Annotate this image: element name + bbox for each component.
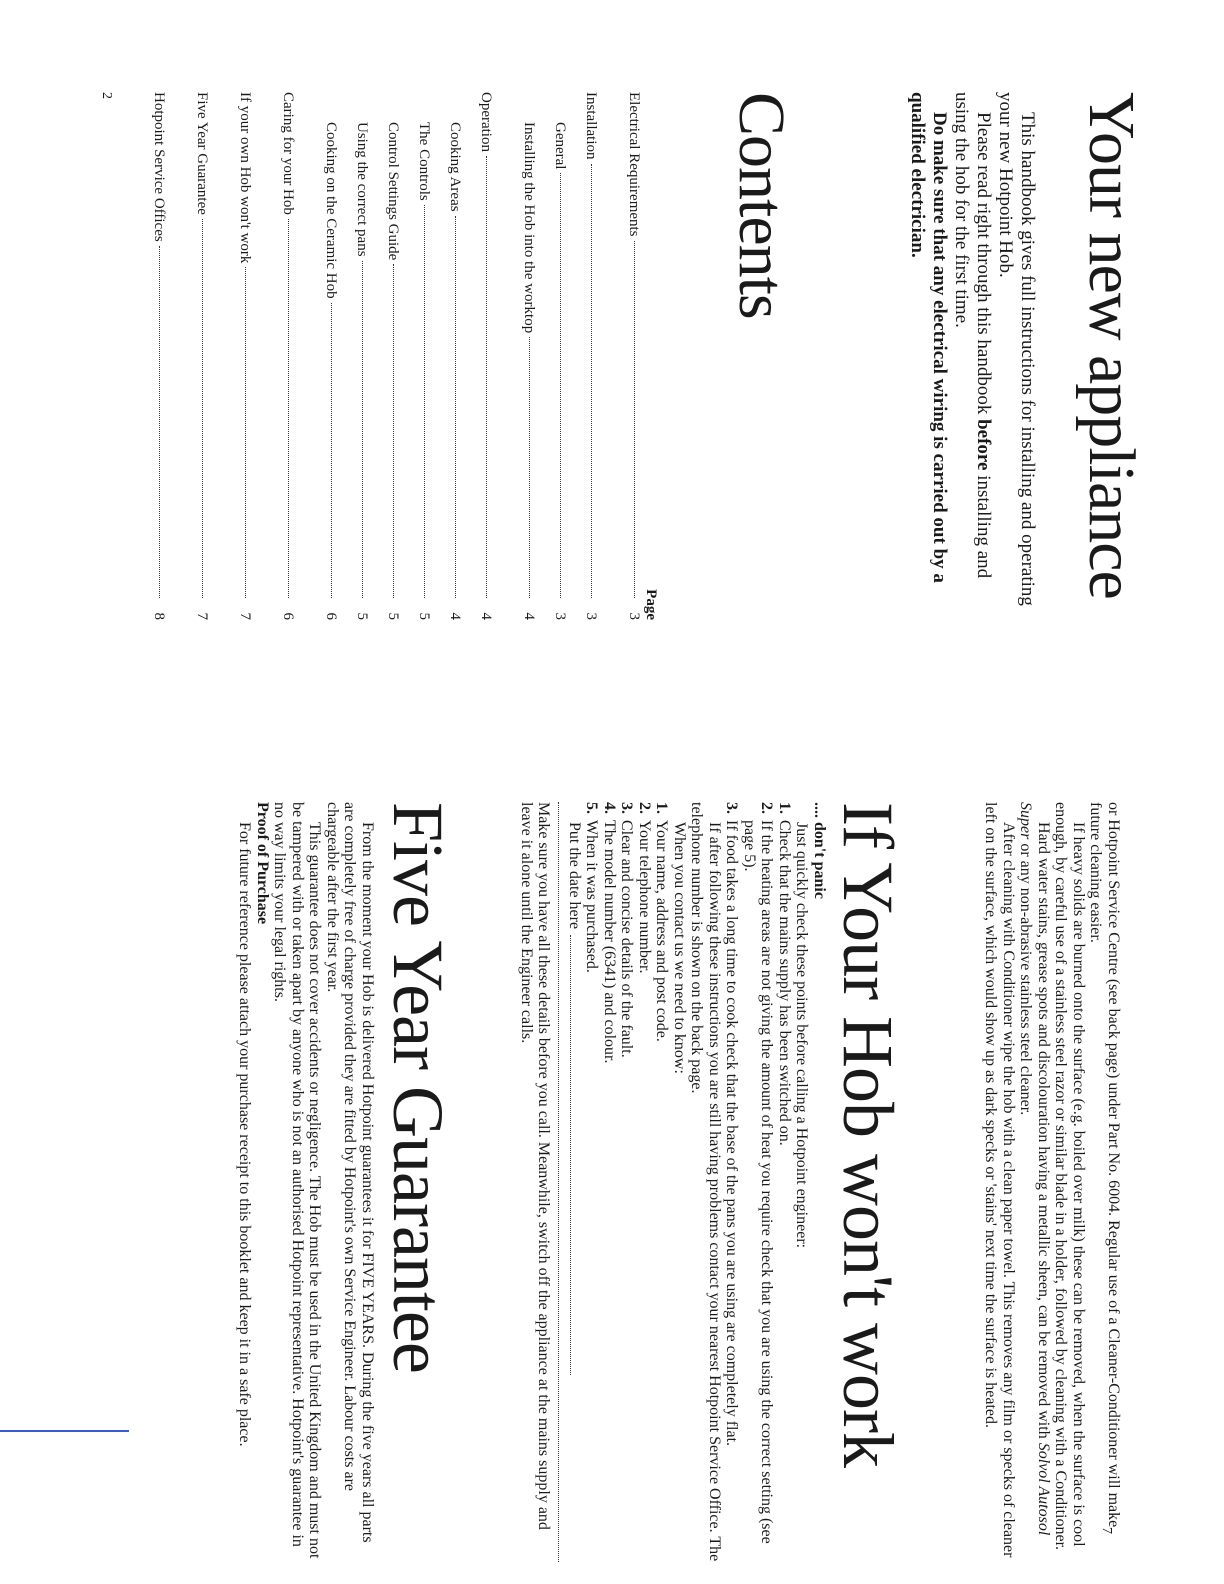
toc-row[interactable]: Operation 4 [478,92,494,620]
proof-of-purchase-heading: Proof of Purchase [254,802,271,925]
contents-heading: Contents [725,92,798,319]
cleaning-paragraph: Hard water stains, grease spots and discolouration having a metallic sheen, can be removed with Solvol Autosol Super or any non-abrasive stainless steel cleaner. [1017,802,1052,1536]
list-item: 2. If the heating areas are not giving the amount of heat you require check that you are using the correct setting (see page 5). [741,802,776,1544]
toc-row[interactable]: Installation 3 [583,92,599,620]
check-list [723,802,793,1562]
toc-row[interactable]: Cooking Areas 4 [447,122,463,620]
need-intro: When you contact us we need to know: [671,822,688,1074]
toc-row[interactable]: Electrical Requirements 3 [626,92,642,620]
toc-row[interactable]: Cooking on the Ceramic Hob 6 [323,122,339,620]
toc-row[interactable]: If your own Hob won't work 7 [237,92,253,620]
toc-row[interactable]: Installing the Hob into the worktop 4 [521,122,537,620]
intro-paragraph-2: Please read right through this handbook before installing and using the hob for the first time. [951,92,994,579]
hob-troubleshooting-heading: If Your Hob won't work [828,802,908,1467]
guarantee-paragraph: This guarantee does not cover accidents or negligence. The Hob must be used in the United Kingdom and must not be tampered with or taken apart by anyone who is not an authorised Hotpoint representative. Hotpoint's guarantee in no way limits your legal rights. [271,802,324,1559]
after-paragraph: If after following these instructions you are still having problems contact your nearest Hotpoint Service Office. The telephone number is shown on the back page. [688,802,723,1562]
toc-row[interactable]: Five Year Guarantee 7 [194,92,210,620]
details-list [583,802,671,1562]
dont-panic-subheading: .... don't panic [811,802,828,899]
troubleshooting-text [518,802,829,1562]
toc-row[interactable]: General 3 [552,122,568,620]
toc-page-column-label: Page [643,589,659,620]
right-page [0,792,1224,1584]
make-sure-paragraph: Make sure you have all these details before you call. Meanwhile, switch off the appliance at the mains supply and leave it alone until the Engineer calls. [518,802,553,1530]
toc-row[interactable]: Hotpoint Service Offices 8 [151,92,167,620]
toc-row[interactable]: Caring for your Hob 6 [280,92,296,620]
page-number-right: 7 [1099,1527,1114,1534]
list-item: 3. If food takes a long time to cook check that the base of the pans you are using are completely flat. [723,802,741,1447]
cleaning-continued [982,802,1122,1562]
cleaning-paragraph: After cleaning with Conditioner wipe the hob with a clean paper towel. This removes any film or specks of cleaner left on the surface, which would show up as dark specks or 'stains' next time the surface is heated. [982,802,1017,1558]
list-item: 2. Your telephone number. [636,802,653,974]
toc-row[interactable]: The Controls 5 [416,122,432,620]
page-title: Your new appliance [1075,92,1148,599]
cleaning-paragraph: or Hotpoint Service Centre (see back page) under Part No. 6004. Regular use of a Cleaner-Conditioner will make future cleaning easier. [1087,802,1122,1528]
toc-row[interactable]: Control Settings Guide 5 [385,122,401,620]
list-item: 4. The model number (6341) and colour. [601,802,618,1064]
guarantee-heading: Five Year Guarantee [378,802,458,1373]
check-intro: Just quickly check these points before calling a Hotpoint engineer: [793,822,811,1249]
list-item: 1. Your name, address and post code. [653,802,671,1042]
proof-of-purchase-text: For future reference please attach your purchase receipt to this booklet and keep it in a safe place. [236,822,254,1447]
page-number-left: 2 [99,92,114,99]
date-entry-line[interactable]: Put the date here [566,802,584,1562]
list-item: 5. When it was purchased. [583,802,601,973]
section-divider [559,802,560,1562]
guarantee-paragraph: From the moment your Hob is delivered Hotpoint guarantees it for FIVE YEARS. During the five years all parts are completely free of charge provided they are fitted by Hotpoint's own Service Engineer. Labour costs are chargeable after the first year. [324,802,376,1543]
list-item: 1. Check that the mains supply has been switched on. [776,802,793,1146]
toc-row[interactable]: Using the correct pans 5 [354,122,370,620]
table-of-contents [136,92,659,620]
list-item: 3. Clear and concise details of the fault. [618,802,636,1058]
intro-text [906,92,1038,622]
wiring-warning: Do make sure that any electrical wiring is carried out by a qualified electrician. [907,92,950,583]
scan-edge-mark [0,1430,129,1432]
intro-paragraph-1: This handbook gives full instructions for installing and operating your new Hotpoint Hob. [995,92,1038,606]
cleaning-paragraph: If heavy solids are burned onto the surface (e.g. boiled over milk) these can be removed, when the surface is cool enough, by careful use of a stainless steel razor or similar blade in a holder, followed by cleaning with a Conditioner. [1052,802,1087,1551]
guarantee-text [236,802,376,1562]
